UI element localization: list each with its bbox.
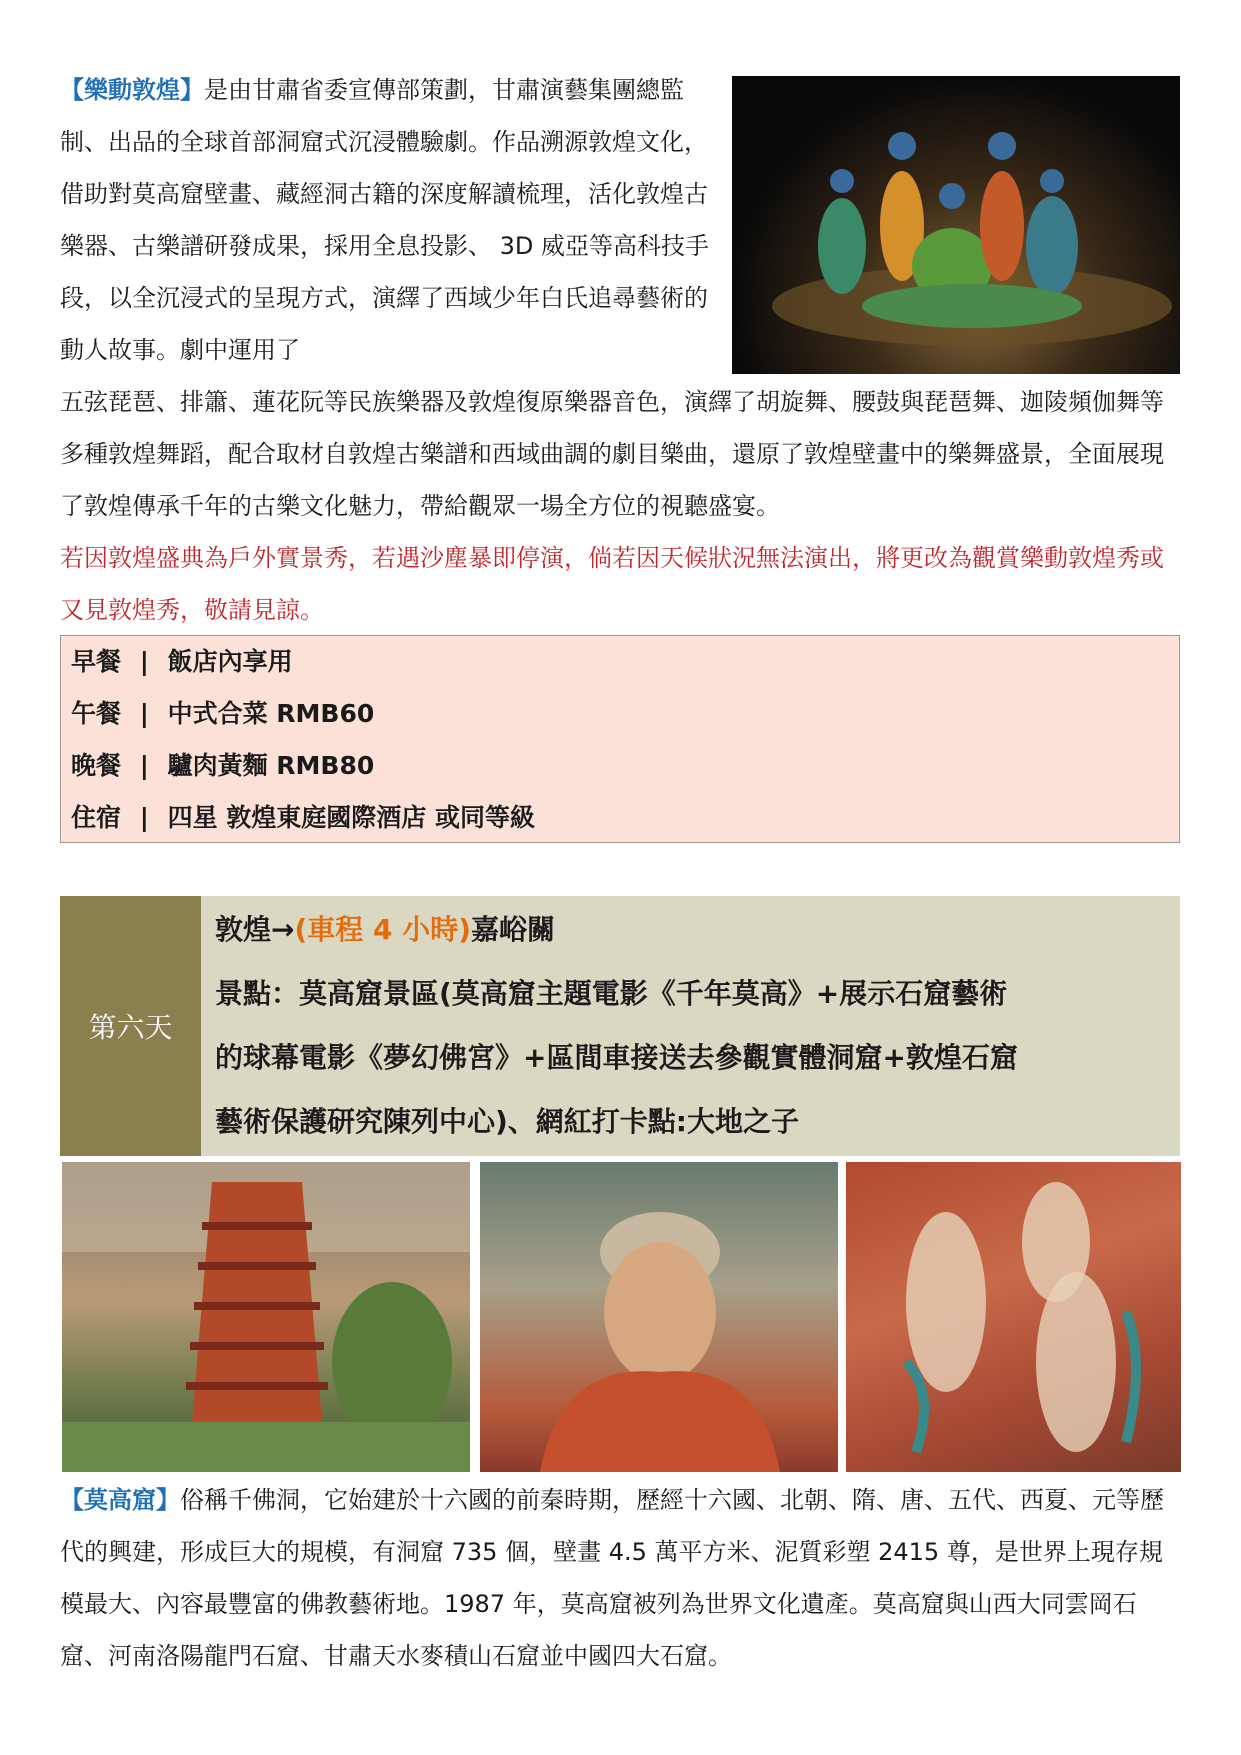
meal-row-accommodation [71,792,535,844]
route-drive-time: (車程 4 小時) [294,913,472,946]
meal-separator: | [139,751,149,780]
meal-label: 午餐 [71,699,122,728]
weather-warning-notice: 若因敦煌盛典為戶外實景秀，若遇沙塵暴即停演，倘若因天候狀況無法演出，將更改為觀賞樂動敦煌秀或又見敦煌秀，敬請見諒。 [60,544,1164,624]
meal-row-dinner [71,740,374,792]
intro-paragraph-continued: 五弦琵琶、排簫、蓮花阮等民族樂器及敦煌復原樂器音色，演繹了胡旋舞、腰鼓與琵琶舞、迦陵頻伽舞等多種敦煌舞蹈，配合取材自敦煌古樂譜和西域曲調的劇目樂曲，還原了敦煌壁畫中的樂舞盛景，全面展現了敦煌傳承千年的古樂文化魅力，帶給觀眾一場全方位的視聽盛宴。 [60,388,1164,520]
intro-text-top: 是由甘肅省委宣傳部策劃，甘肅演藝集團總監制、出品的全球首部洞窟式沉浸體驗劇。作品溯源敦煌文化，借助對莫高窟壁畫、藏經洞古籍的深度解讀梳理，活化敦煌古樂器、古樂譜研發成果，採用全息投影、 3D 威亞等高科技手段，以全沉浸式的呈現方式，演繹了西域少年白氏追尋藝術的動人故事。劇中運用了 [60,76,710,364]
mogao-text: 俗稱千佛洞，它始建於十六國的前秦時期，歷經十六國、北朝、隋、唐、五代、西夏、元等歷代的興建，形成巨大的規模，有洞窟 735 個，壁畫 4.5 萬平方米、泥質彩塑 2415 尊，是世界上現存規模最大、內容最豐富的佛教藝術地。1987 年，莫高窟被列為世界文化遺產。莫高窟與山西大同雲岡石窟、河南洛陽龍門石窟、甘肅天水麥積山石窟並中國四大石窟。 [60,1486,1164,1670]
day-label: 第六天 [60,896,201,1156]
meal-separator: | [139,699,149,728]
buddha-statue-photo [480,1162,838,1472]
meal-value: 中式合菜 RMB60 [167,699,375,728]
meal-row-lunch [71,688,374,740]
meal-value: 四星 敦煌東庭國際酒店 或同等級 [167,803,536,832]
meal-label: 住宿 [71,803,122,832]
meal-value: 飯店內享用 [167,647,293,676]
meal-value: 驢肉黃麵 RMB80 [167,751,375,780]
day-attractions-line-1: 景點：莫高窟景區(莫高窟主題電影《千年莫高》+展示石窟藝術 [215,977,1008,1010]
meal-row-breakfast [71,636,293,688]
day-attractions-line-3: 藝術保護研究陳列中心)、網紅打卡點:大地之子 [215,1105,799,1138]
dunhuang-mural-photo [846,1162,1181,1472]
day-attractions-line-2: 的球幕電影《夢幻佛宮》+區間車接送去參觀實體洞窟+敦煌石窟 [215,1041,1018,1074]
intro-paragraph [60,64,715,376]
meal-separator: | [139,803,149,832]
route-to: 嘉峪關 [471,913,556,946]
meal-separator: | [139,647,149,676]
day-six-itinerary [60,896,1180,1156]
route-from: 敦煌→ [215,913,295,946]
day-route [215,898,555,962]
meal-label: 早餐 [71,647,122,676]
intro-title: 【樂動敦煌】 [60,76,204,104]
dance-stage-photo [732,76,1180,374]
meals-accommodation-box [60,635,1180,843]
meal-label: 晚餐 [71,751,122,780]
mogao-nine-storey-pagoda-photo [62,1162,470,1472]
mogao-title: 【莫高窟】 [60,1486,180,1514]
mogao-paragraph [60,1474,1180,1682]
